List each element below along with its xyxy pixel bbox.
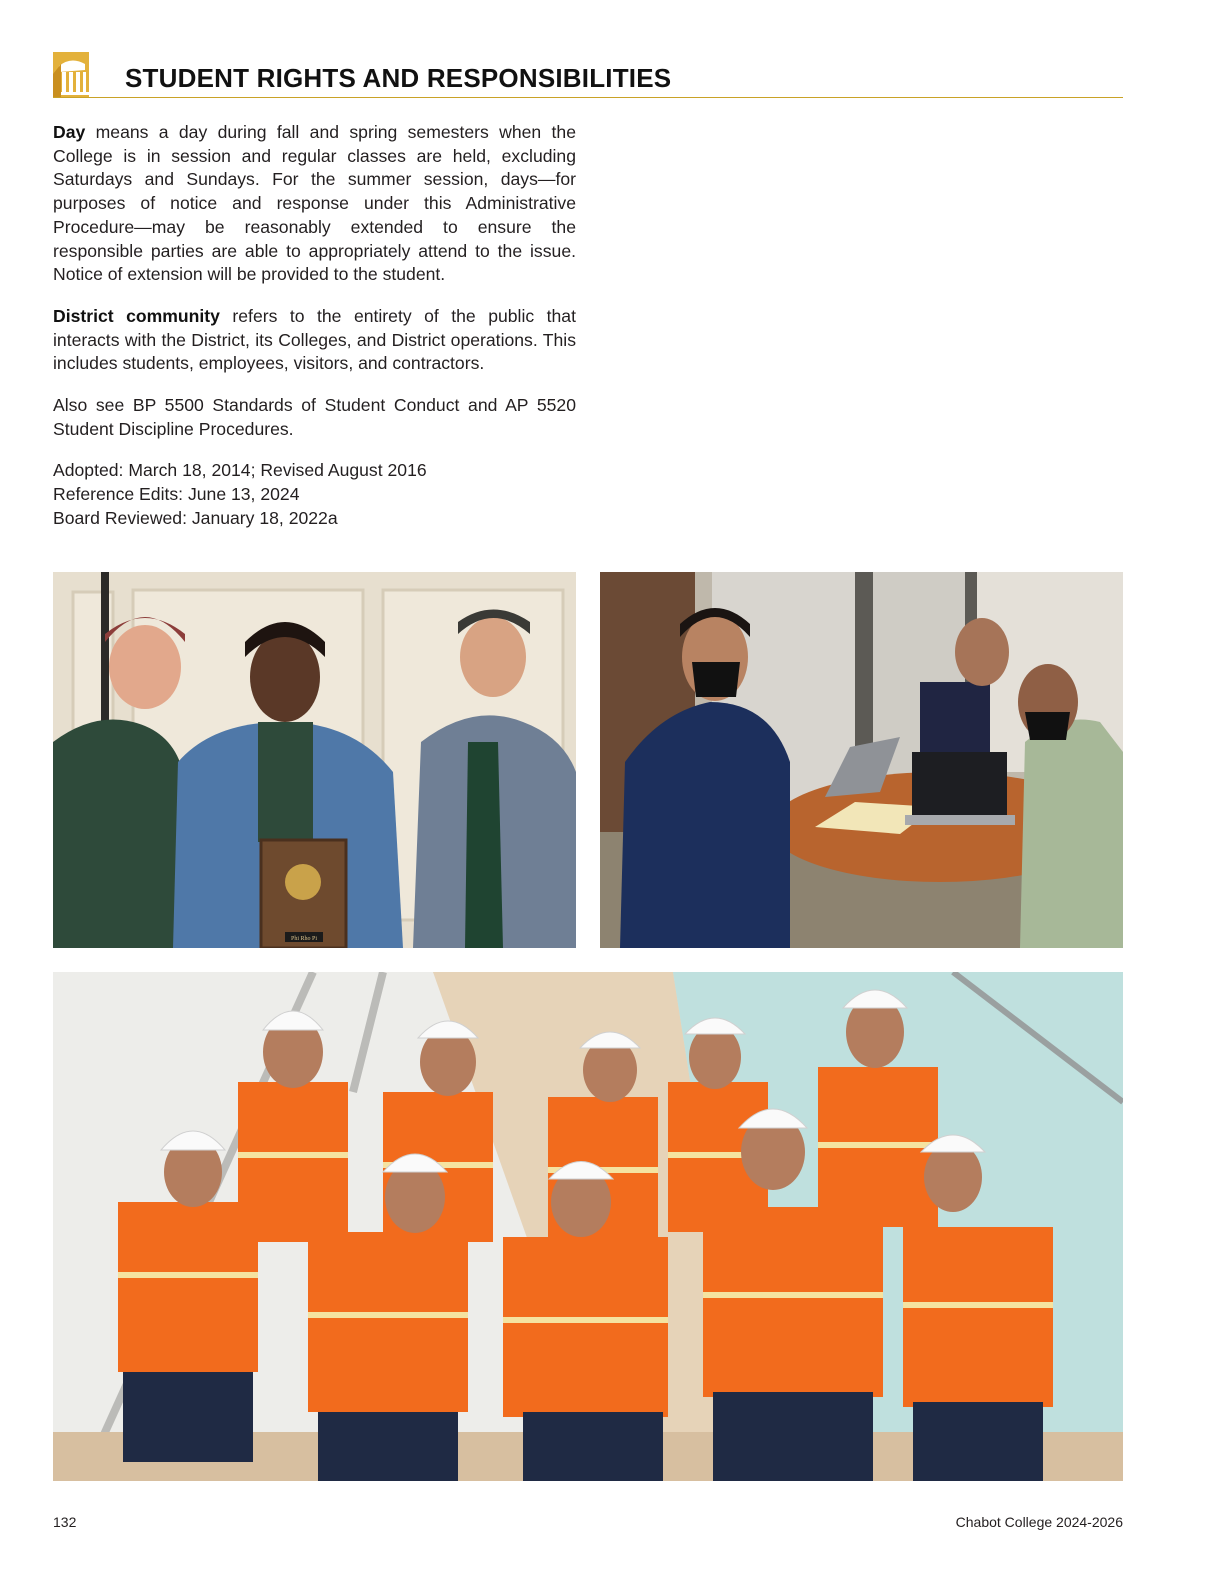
adopted-date: Adopted: March 18, 2014; Revised August 2016 <box>53 460 427 481</box>
page-header <box>53 52 1123 100</box>
definition-term: Day <box>53 122 86 142</box>
definition-term: District community <box>53 305 220 326</box>
definition-day <box>53 121 576 287</box>
board-reviewed-date: Board Reviewed: January 18, 2022a <box>53 507 338 528</box>
campus-building-icon <box>53 52 89 98</box>
header-divider <box>53 97 1123 98</box>
definition-text: refers to the entirety of the public that interacts with the District, its Colleges, and District operations. This includes students, employees, visitors, and contractors. <box>53 305 576 374</box>
definition-district-community <box>53 305 576 376</box>
policy-history <box>53 459 576 530</box>
plaque-text: Phi Rho Pi <box>290 936 318 942</box>
study-group-photo <box>600 572 1123 948</box>
reference-edits-date: Reference Edits: June 13, 2024 <box>53 484 300 505</box>
body-text <box>53 121 576 549</box>
page-title: STUDENT RIGHTS AND RESPONSIBILITIES <box>125 63 672 93</box>
publication-title: Chabot College 2024-2026 <box>955 1514 1123 1530</box>
award-group-photo <box>53 572 576 948</box>
definition-text: means a day during fall and spring semesters when the College is in session and regular classes are held, excluding Saturdays and Sundays. For the summer session, days—for purposes of notice and response under this Administrative Procedure—may be reasonably extended to ensure the responsible parties are able to appropriately attend to the issue. Notice of extension will be provided to the student. <box>53 122 576 285</box>
page-number: 132 <box>53 1514 77 1530</box>
see-also-note: Also see BP 5500 Standards of Student Conduct and AP 5520 Student Discipline Procedures. <box>53 395 576 439</box>
construction-group-photo <box>53 972 1123 1481</box>
